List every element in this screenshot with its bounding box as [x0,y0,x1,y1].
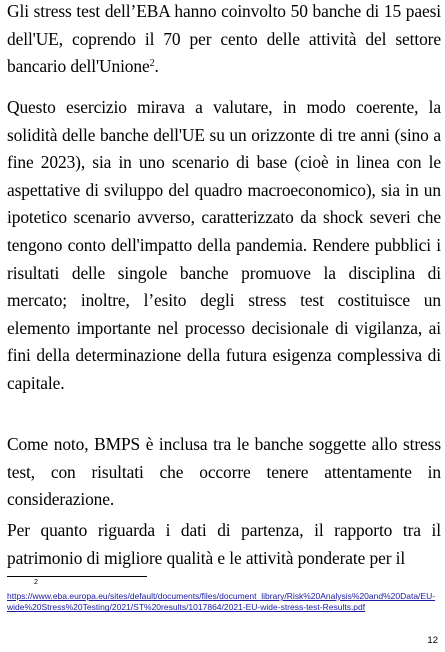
paragraph-eba-stress-test [7,0,441,81]
footnote-reference[interactable]: 2 [149,58,155,70]
paragraph-bmps: Come noto, BMPS è inclusa tra le banche soggette allo stress test, con risultati che occorre tenere attentamente in considerazione. [7,434,441,510]
paragraph-exercise-purpose: Questo esercizio mirava a valutare, in modo coerente, la solidità delle banche dell'UE su un orizzonte di tre anni (sino a fine 2023), sia in uno scenario di base (cioè in linea con le aspettative di sviluppo del quadro macroeconomico), sia in un ipotetico scenario avverso, caratterizzato da shock severi che tengono conto dell'impatto della pandemia. Rendere pubblici i risultati delle singole banche promuove la disciplina di mercato; inoltre, l’esito degli stress test costituisce un elemento importante nel processo decisionale di vigilanza, ai fini della determinazione della futura esigenza complessiva di capitale. [7,97,441,393]
footnote-number: 2 [34,579,38,586]
paragraph-starting-data: Per quanto riguarda i dati di partenza, il rapporto tra il patrimonio di migliore qualità e le attività ponderate per il [7,520,441,568]
page-number: 12 [427,635,438,646]
paragraph-punctuation: . [154,56,159,77]
footnote-separator [7,576,147,577]
paragraph-text: Gli stress test dell’EBA hanno coinvolto 50 banche di 15 paesi dell'UE, coprendo il 70 per cento delle attività del settore bancario dell'Unione [7,1,441,77]
footnote-link[interactable]: https://www.eba.europa.eu/sites/default/documents/files/document_library/Risk%20Analysis%20and%20Data/EU-wide%20Stress%20Testing/2021/ST%20results/1017864/2021-EU-wide-stress-test-Results.pdf [7,591,436,613]
